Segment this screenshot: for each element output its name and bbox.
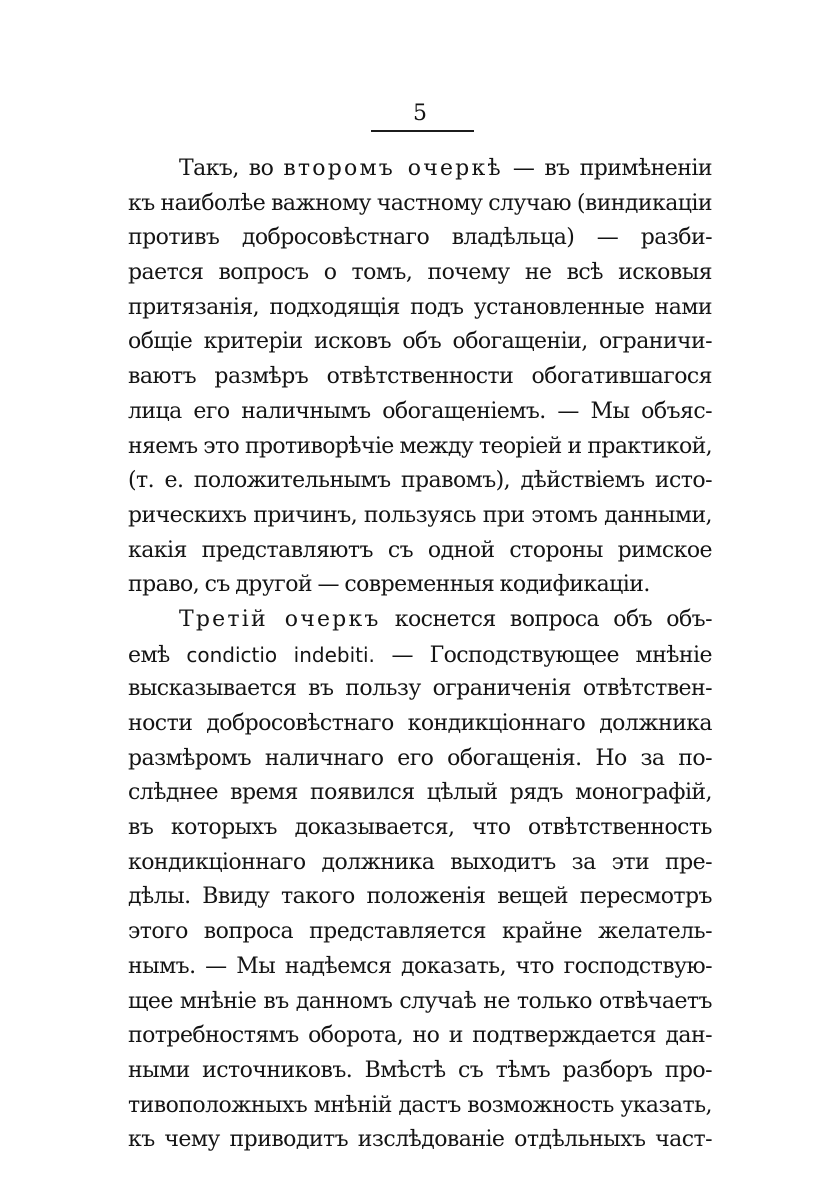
text-line: притязанія, подходящія подъ установленные нами <box>128 294 712 320</box>
spaced-emphasis: второмъ очеркѣ <box>283 156 503 181</box>
text-line: кондикціоннаго должника выходитъ за эти пре- <box>128 849 712 875</box>
text-line <box>128 638 712 673</box>
text-line: ными источниковъ. Вмѣстѣ съ тѣмъ разборъ про- <box>128 1057 712 1083</box>
text-line: потребностямъ оборота, но и подтверждается дан- <box>128 1023 712 1049</box>
text-line: этого вопроса представляется крайне желатель- <box>128 919 712 945</box>
text-line: въ которыхъ доказывается, что отвѣтственность <box>128 815 712 841</box>
text-line: лица его наличнымъ обогащеніемъ. — Мы объяс- <box>128 398 712 424</box>
text-run: коснется вопроса объ объ- <box>380 606 712 632</box>
paragraph-2 <box>128 603 712 1158</box>
body-text <box>128 152 712 1158</box>
spaced-emphasis: Третій очеркъ <box>179 606 381 632</box>
text-line: общіе критеріи исковъ объ обогащеніи, ограничи- <box>128 329 712 355</box>
text-line: размѣромъ наличнаго его обогащенія. Но за по- <box>128 745 712 771</box>
page-number: 5 <box>413 101 427 126</box>
text-run: — Господствующее мнѣніе <box>374 642 712 668</box>
text-line: ности добросовѣстнаго кондикціоннаго должника <box>128 711 712 736</box>
latin-term: condictio indebiti. <box>186 642 375 667</box>
text-line <box>128 152 712 187</box>
text-line: няемъ это противорѣчіе между теоріей и практикой, <box>128 433 712 459</box>
text-line: высказывается въ пользу ограниченія отвѣтствен- <box>128 676 712 702</box>
text-run: — въ примѣненіи <box>502 156 712 181</box>
text-line: какія представляютъ съ одной стороны римское <box>128 537 712 563</box>
text-line: нымъ. — Мы надѣемся доказать, что господствую- <box>128 953 712 979</box>
text-line: ваютъ размѣръ отвѣтственности обогатившагося <box>128 364 712 390</box>
text-line: къ чему приводитъ изслѣдованіе отдѣльныхъ част- <box>128 1127 712 1153</box>
text-line: противъ добросовѣстнаго владѣльца) — разби- <box>128 225 712 251</box>
text-line: тивоположныхъ мнѣній дастъ возможность указать, <box>128 1092 712 1118</box>
text-line: рическихъ причинъ, пользуясь при этомъ данными, <box>128 502 712 528</box>
page-number-rule <box>371 130 474 132</box>
text-run: емѣ <box>128 642 187 668</box>
text-line: право, съ другой — современныя кодификаціи. <box>128 572 650 598</box>
text-line: (т. е. положительнымъ правомъ), дѣйствіемъ исто- <box>128 468 712 494</box>
text-line: къ наиболѣе важному частному случаю (виндикаціи <box>128 190 712 216</box>
text-run: Такъ, во <box>179 156 284 181</box>
paragraph-1 <box>128 152 712 603</box>
text-line <box>128 603 712 638</box>
text-line: дѣлы. Ввиду такого положенія вещей пересмотръ <box>128 884 712 910</box>
text-line: слѣднее время появился цѣлый рядъ монографій, <box>128 780 712 806</box>
text-line: щее мнѣніе въ данномъ случаѣ не только отвѣчаетъ <box>128 988 712 1014</box>
text-line: рается вопросъ о томъ, почему не всѣ исковыя <box>128 260 712 286</box>
